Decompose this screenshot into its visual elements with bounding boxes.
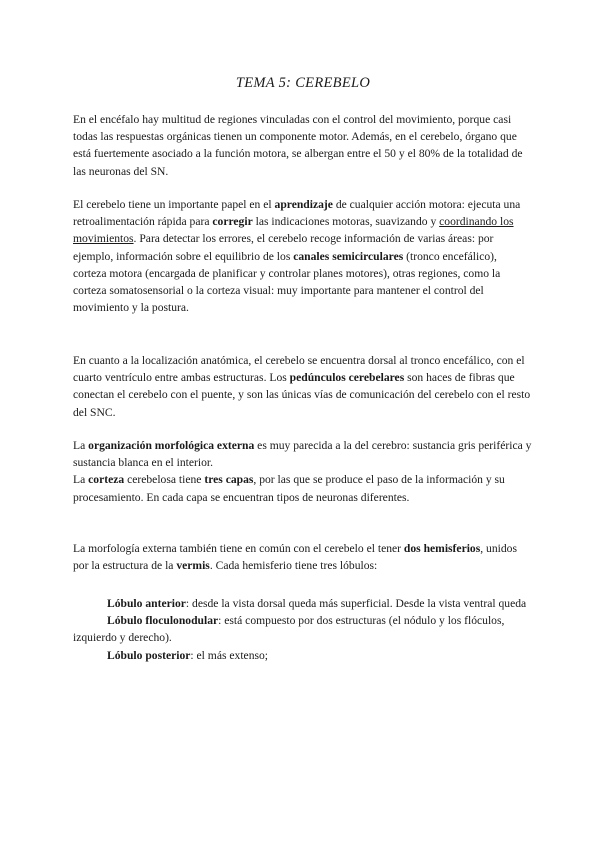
text-run: las indicaciones motoras, suavizando y [252, 215, 440, 229]
lobe-list [73, 595, 533, 664]
lobe-label: Lóbulo anterior [107, 597, 186, 610]
lobe-description: : desde la vista dorsal queda más superficial. Desde la vista ventral queda [185, 597, 527, 610]
list-item [73, 595, 533, 612]
paragraph-organization [73, 437, 533, 506]
lobe-label: Lóbulo floculonodular [107, 614, 219, 628]
text-run: cerebelosa tiene [124, 473, 205, 487]
text-run: La morfología externa también tiene en común con el cerebelo el tener [73, 542, 404, 555]
text-run: . Cada hemisferio tiene tres lóbulos: [209, 559, 378, 573]
lobe-label: Lóbulo posterior [107, 648, 191, 662]
lobe-description: : el más extenso; [190, 648, 269, 662]
text-run: , por las que se produce el paso de la información y su procesamiento. En cada capa se encuentran tipos de neuronas diferentes. [73, 473, 505, 504]
bold-term: vermis [176, 559, 210, 573]
page-title: TEMA 5: CEREBELO [235, 75, 371, 91]
paragraph-intro: En el encéfalo hay multitud de regiones vinculadas con el control del movimiento, porque casi todas las respuestas orgánicas tienen un componente motor. Además, en el cerebelo, órgano que está fuertemente asociado a la función motora, se albergan entre el 50 y el 80% de la totalidad de las neuronas del SN. [73, 113, 523, 178]
text-run: son haces de fibras que conectan el cerebelo con el puente, y son las únicas vías de comunicación del cerebelo con el resto del SNC. [73, 371, 531, 419]
text-run: . Para detectar los errores, el cerebelo recoge información de varias áreas: por ejemplo, información sobre el equilibrio de los [73, 232, 494, 263]
text-run: El cerebelo tiene un importante papel en el [73, 198, 275, 211]
bold-term: organización morfológica externa [88, 439, 255, 452]
bold-term: aprendizaje [274, 198, 333, 211]
list-item [73, 647, 533, 664]
bold-term: tres capas [204, 473, 254, 487]
bold-term: dos hemisferios [403, 542, 481, 555]
text-run: , unidos por la estructura de la [73, 542, 517, 573]
text-run: La [73, 439, 89, 452]
bold-term: pedúnculos cerebelares [289, 371, 405, 385]
text-run: de cualquier acción motora: ejecuta una retroalimentación rápida para [73, 198, 521, 229]
paragraph-function [73, 196, 533, 316]
text-run: La [73, 473, 89, 487]
underlined-term: coordinando los movimientos [73, 215, 514, 246]
text-run: En cuanto a la localización anatómica, el cerebelo se encuentra dorsal al tronco encefálico, con el cuarto ventrículo entre ambas estructuras. Los [73, 354, 525, 385]
bold-term: canales semicirculares [293, 249, 404, 263]
paragraph-location [73, 352, 533, 421]
text-run: (tronco encefálico), corteza motora (encargada de planificar y controlar planes motores), otras regiones, como la corteza somatosensorial o la corteza visual: muy importante para mantener el control del movimiento y la postura. [73, 249, 501, 315]
bold-term: corregir [212, 215, 253, 229]
lobe-description: : está compuesto por dos estructuras (el nódulo y los flóculos, izquierdo y derecho). [73, 614, 505, 645]
list-item [73, 612, 533, 646]
text-run: es muy parecida a la del cerebro: sustancia gris periférica y sustancia blanca en el interior. [73, 439, 532, 470]
bold-term: corteza [88, 473, 125, 487]
paragraph-morphology [73, 540, 533, 574]
